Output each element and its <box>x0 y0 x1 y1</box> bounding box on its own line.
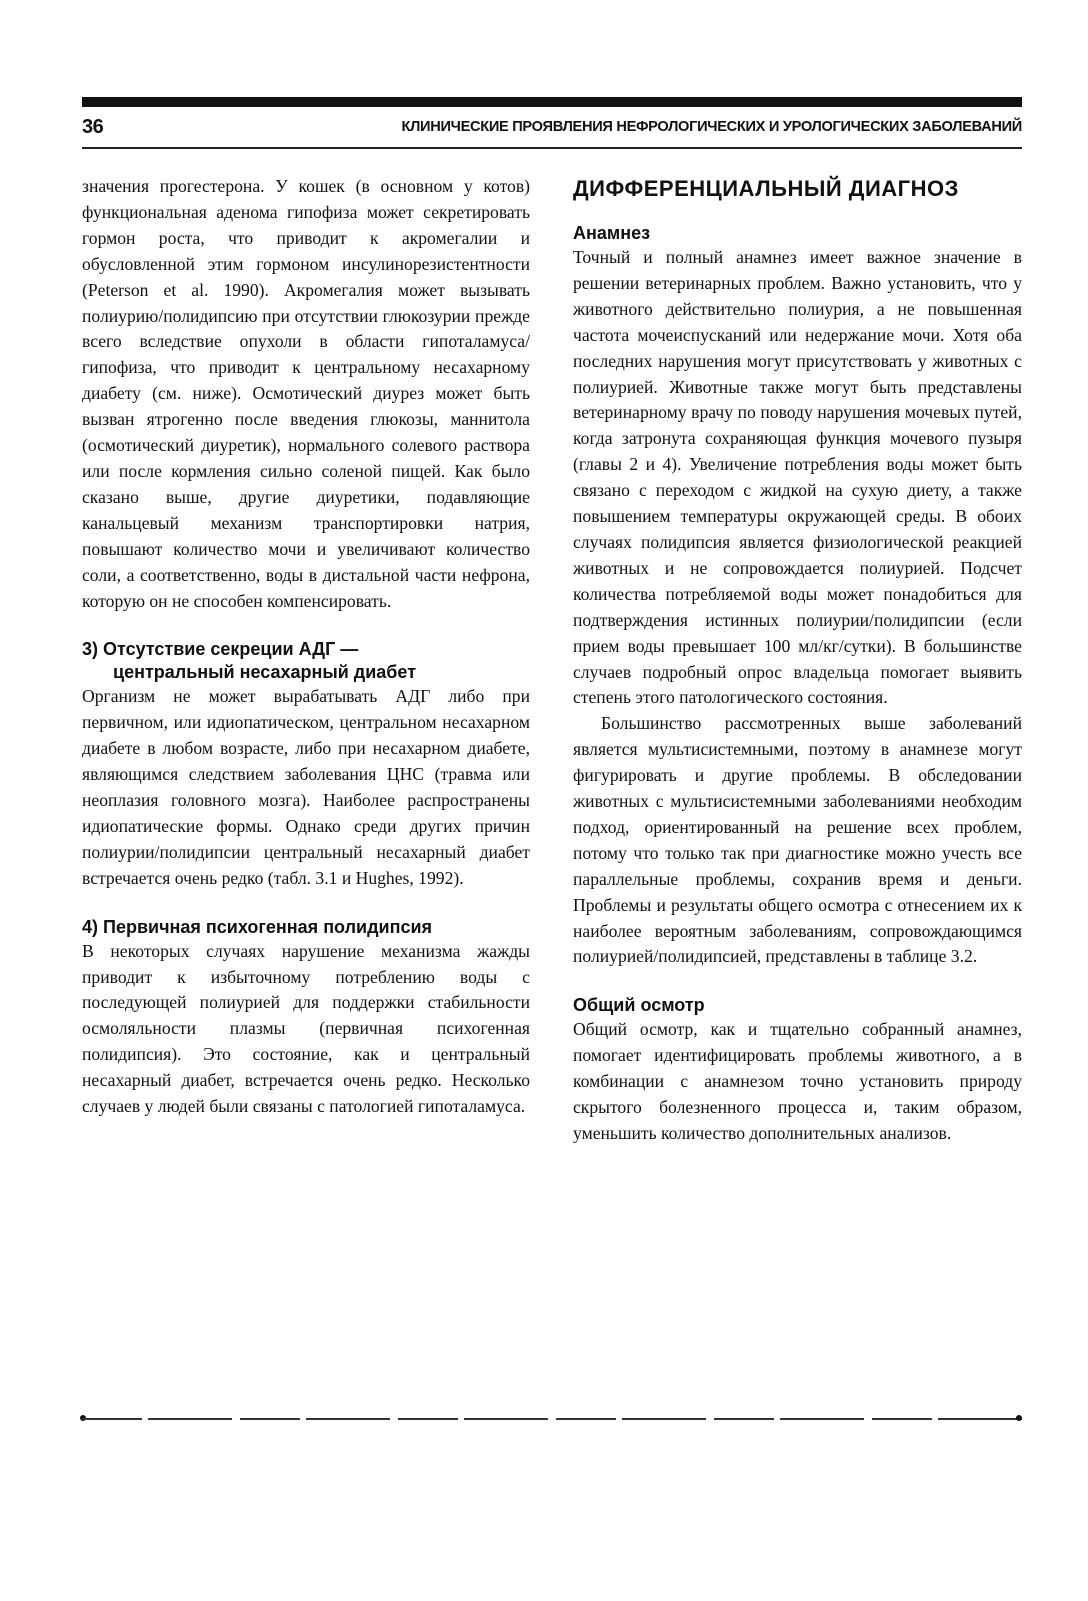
anamnesis-heading: Анамнез <box>573 223 651 243</box>
anamnesis-paragraph-2: Большинство рассмотренных выше заболеваний является мультисистемными, поэтому в анамнезе могут фигурировать и другие проблемы. В обследовании животных с мультисистемными заболеваниями необходим подход, ориентированный на решение всех проблем, потому что только так при диагностике можно учесть все параллельные проблемы, сохранив время и деньги. Проблемы и результаты общего осмотра с отнесением их к наиболее вероятным заболеваниям, сопровождающимся полиурией/полидипсией, представлены в таблице 3.2. <box>573 713 1022 967</box>
header-rule <box>82 147 1022 149</box>
page-header <box>82 116 1022 144</box>
footer-rule <box>82 1418 1022 1420</box>
main-heading: ДИФФЕРЕНЦИАЛЬНЫЙ ДИАГНОЗ <box>573 176 959 201</box>
footer-dot-right <box>1016 1415 1022 1421</box>
section4-text: В некоторых случаях нарушение механизма жажды приводит к избыточному потреблению воды с последующей полиурией для поддержки стабильности осмоляльности плазмы (первичная психогенная полидипсия). Это состояние, как и центральный несахарный диабет, встречается очень редко. Несколько случаев у людей были связаны с патологией гипоталамуса. <box>82 940 530 1117</box>
page-number: 36 <box>82 116 104 138</box>
section3-heading-line2: центральный несахарный диабет <box>113 662 417 683</box>
left-column <box>82 174 530 1120</box>
anamnesis-paragraph-1: Точный и полный анамнез имеет важное значение в решении ветеринарных проблем. Важно установить, что у животного действительно полиурия, а не повышенная частота мочеиспусканий или недержание мочи. Хотя оба последних нарушения могут присутствовать у животных с полиурией. Животные также могут быть представлены ветеринарному врачу по поводу нарушения мочевых путей, когда затронута сохраняющая функция мочевого пузыря (главы 2 и 4). Увеличение потребления воды может быть связано с переходом с жидкой на сухую диету, а также повышением температуры окружающей среды. В обоих случаях полидипсия является физиологической реакцией животных и не сопровождается полиурией. Подсчет количества потребляемой воды может понадобиться для подтверждения истинных полиурии/полидипсии (если прием воды превышает 100 мл/кг/сутки). В большинстве случаев подробный опрос владельца помогает выявить степень этого патологического состояния. <box>573 247 1022 708</box>
intro-paragraph: значения прогестерона. У кошек (в основном у котов) функциональная аденома гипофиза может секретировать гормон роста, что приводит к акромегалии и обусловленной этим гормоном инсулинорезистентности (Peterson et al. 1990). Акромегалия может вызывать полиурию/полидипсию при отсутствии глюкозурии прежде всего вследствие опухоли в области гипоталамуса/гипофиза, что приводит к центральному несахарному диабету (см. ниже). Осмотический диурез может быть вызван ятрогенно после введения глюкозы, маннитола (осмотический диуретик), нормального солевого раствора или после кормления сильно соленой пищей. Как было сказано выше, другие диуретики, подавляющие канальцевый механизм транспортировки натрия, повышают количество мочи и увеличивают количество соли, а соответственно, воды в дистальной части нефрона, которую он не способен компенсировать. <box>82 176 530 611</box>
exam-heading: Общий осмотр <box>573 995 705 1016</box>
section3-text: Организм не может вырабатывать АДГ либо при первичном, или идиопатическом, центральном несахарном диабете в любом возрасте, либо при несахарном диабете, являющимся следствием заболевания ЦНС (травма или неоплазия головного мозга). Наиболее распространены идиопатические формы. Однако среди других причин полиурии/полидипсии центральный несахарный диабет встречается очень редко (табл. 3.1 и Hughes, 1992). <box>82 686 530 888</box>
right-column <box>573 174 1022 1147</box>
running-title: КЛИНИЧЕСКИЕ ПРОЯВЛЕНИЯ НЕФРОЛОГИЧЕСКИХ И УРОЛОГИЧЕСКИХ ЗАБОЛЕВАНИЙ <box>401 119 1022 135</box>
section4-heading: 4) Первичная психогенная полидипсия <box>82 916 433 937</box>
exam-text: Общий осмотр, как и тщательно собранный анамнез, помогает идентифицировать проблемы животного, а в комбинации с анамнезом точно установить природу скрытого болезненного процесса и, таким образом, уменьшить количество дополнительных анализов. <box>573 1019 1022 1143</box>
top-rule <box>82 97 1022 107</box>
section3-heading-line1: 3) Отсутствие секреции АДГ — <box>82 639 359 660</box>
section3-heading <box>82 638 530 684</box>
